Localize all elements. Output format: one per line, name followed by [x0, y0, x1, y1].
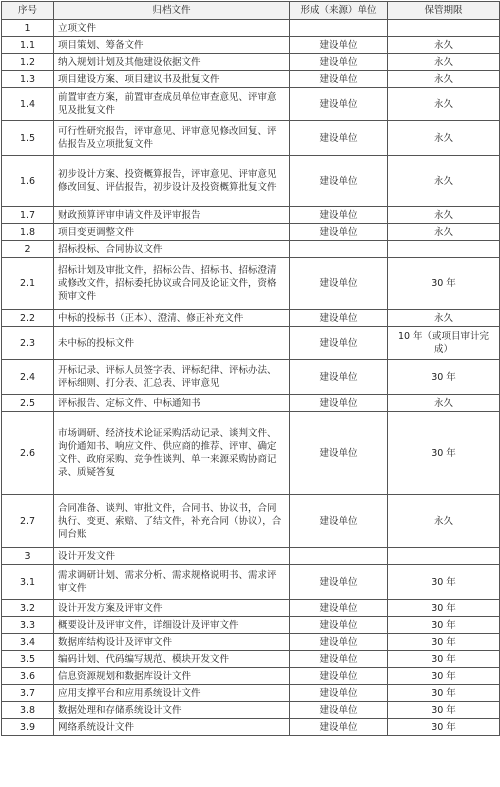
source-unit-cell: 建设单位	[290, 685, 388, 702]
table-row	[2, 412, 500, 495]
serial-number-cell: 3.1	[2, 565, 54, 600]
source-unit-cell	[290, 548, 388, 565]
retention-period-cell: 永久	[388, 156, 500, 207]
table-row	[2, 651, 500, 668]
archive-document-cell: 网络系统设计文件	[54, 719, 290, 736]
archive-document-cell: 开标记录、评标人员签字表、评标纪律、评标办法、评标细则、打分表、汇总表、评审意见	[54, 360, 290, 395]
archive-document-cell: 未中标的投标文件	[54, 327, 290, 360]
header-retention-period: 保管期限	[388, 2, 500, 20]
source-unit-cell: 建设单位	[290, 617, 388, 634]
source-unit-cell: 建设单位	[290, 702, 388, 719]
serial-number-cell: 2.2	[2, 310, 54, 327]
retention-period-cell: 30 年	[388, 258, 500, 310]
table-row	[2, 327, 500, 360]
archive-document-cell: 初步设计方案、投资概算报告，评审意见、评审意见修改回复、评估报告，初步设计及投资概算批复文件	[54, 156, 290, 207]
source-unit-cell: 建设单位	[290, 224, 388, 241]
source-unit-cell: 建设单位	[290, 412, 388, 495]
archive-document-cell: 前置审查方案，前置审查成员单位审查意见、评审意见及批复文件	[54, 88, 290, 121]
source-unit-cell: 建设单位	[290, 207, 388, 224]
archive-document-cell: 信息资源规划和数据库设计文件	[54, 668, 290, 685]
source-unit-cell: 建设单位	[290, 310, 388, 327]
source-unit-cell: 建设单位	[290, 88, 388, 121]
archive-document-cell: 数据库结构设计及评审文件	[54, 634, 290, 651]
source-unit-cell: 建设单位	[290, 121, 388, 156]
table-row	[2, 617, 500, 634]
archive-document-cell: 纳入规划计划及其他建设依据文件	[54, 54, 290, 71]
source-unit-cell: 建设单位	[290, 395, 388, 412]
serial-number-cell: 3.5	[2, 651, 54, 668]
serial-number-cell: 1.4	[2, 88, 54, 121]
source-unit-cell	[290, 20, 388, 37]
table-row	[2, 156, 500, 207]
archive-document-cell: 合同准备、谈判、审批文件，合同书、协议书，合同执行、变更、索赔、了结文件，补充合同（协议），合同台账	[54, 495, 290, 548]
serial-number-cell: 1.6	[2, 156, 54, 207]
retention-period-cell: 永久	[388, 54, 500, 71]
archive-document-cell: 编码计划、代码编写规范、模块开发文件	[54, 651, 290, 668]
table-row	[2, 207, 500, 224]
serial-number-cell: 1.1	[2, 37, 54, 54]
source-unit-cell: 建设单位	[290, 54, 388, 71]
source-unit-cell: 建设单位	[290, 360, 388, 395]
retention-period-cell: 30 年	[388, 685, 500, 702]
table-row	[2, 20, 500, 37]
archive-document-cell: 项目变更调整文件	[54, 224, 290, 241]
archive-document-cell: 评标报告、定标文件、中标通知书	[54, 395, 290, 412]
source-unit-cell: 建设单位	[290, 565, 388, 600]
serial-number-cell: 1.3	[2, 71, 54, 88]
table-body	[2, 20, 500, 736]
archive-document-cell: 招标计划及审批文件，招标公告、招标书、招标澄清或修改文件，招标委托协议或合同及论证文件，资格预审文件	[54, 258, 290, 310]
serial-number-cell: 3.9	[2, 719, 54, 736]
serial-number-cell: 2.1	[2, 258, 54, 310]
source-unit-cell: 建设单位	[290, 634, 388, 651]
archive-document-cell: 中标的投标书（正本）、澄清、修正补充文件	[54, 310, 290, 327]
archive-document-cell: 项目策划、筹备文件	[54, 37, 290, 54]
retention-period-cell: 永久	[388, 207, 500, 224]
archive-document-cell: 市场调研、经济技术论证采购活动记录、谈判文件、询价通知书、响应文件、供应商的推荐、评审、确定文件、政府采购、竞争性谈判、单一来源采购协商记录、质疑答复	[54, 412, 290, 495]
source-unit-cell: 建设单位	[290, 495, 388, 548]
serial-number-cell: 1.8	[2, 224, 54, 241]
table-row	[2, 702, 500, 719]
retention-period-cell: 30 年	[388, 412, 500, 495]
retention-period-cell: 30 年	[388, 651, 500, 668]
table-row	[2, 600, 500, 617]
table-row	[2, 258, 500, 310]
retention-period-cell: 永久	[388, 71, 500, 88]
table-row	[2, 241, 500, 258]
serial-number-cell: 1.5	[2, 121, 54, 156]
table-row	[2, 121, 500, 156]
serial-number-cell: 3.7	[2, 685, 54, 702]
serial-number-cell: 1.7	[2, 207, 54, 224]
archive-document-cell: 应用支撑平台和应用系统设计文件	[54, 685, 290, 702]
table-row	[2, 719, 500, 736]
retention-period-cell: 永久	[388, 495, 500, 548]
table-row	[2, 71, 500, 88]
retention-period-cell: 30 年	[388, 617, 500, 634]
table-row	[2, 495, 500, 548]
table-row	[2, 634, 500, 651]
archive-document-cell: 设计开发文件	[54, 548, 290, 565]
archive-document-cell: 立项文件	[54, 20, 290, 37]
serial-number-cell: 3.6	[2, 668, 54, 685]
serial-number-cell: 3.4	[2, 634, 54, 651]
retention-period-cell	[388, 548, 500, 565]
retention-period-cell: 永久	[388, 224, 500, 241]
serial-number-cell: 1.2	[2, 54, 54, 71]
archive-document-cell: 招标投标、合同协议文件	[54, 241, 290, 258]
source-unit-cell: 建设单位	[290, 600, 388, 617]
source-unit-cell	[290, 241, 388, 258]
source-unit-cell: 建设单位	[290, 258, 388, 310]
source-unit-cell: 建设单位	[290, 719, 388, 736]
retention-period-cell: 30 年	[388, 565, 500, 600]
serial-number-cell: 2.5	[2, 395, 54, 412]
source-unit-cell: 建设单位	[290, 327, 388, 360]
serial-number-cell: 3	[2, 548, 54, 565]
retention-period-cell: 30 年	[388, 668, 500, 685]
source-unit-cell: 建设单位	[290, 37, 388, 54]
table-row	[2, 685, 500, 702]
serial-number-cell: 2.4	[2, 360, 54, 395]
archive-document-cell: 项目建设方案、项目建议书及批复文件	[54, 71, 290, 88]
table-row	[2, 668, 500, 685]
serial-number-cell: 1	[2, 20, 54, 37]
source-unit-cell: 建设单位	[290, 668, 388, 685]
retention-period-cell: 10 年（或项目审计完成）	[388, 327, 500, 360]
archive-document-cell: 需求调研计划、需求分析、需求规格说明书、需求评审文件	[54, 565, 290, 600]
serial-number-cell: 2.3	[2, 327, 54, 360]
header-serial-number: 序号	[2, 2, 54, 20]
retention-period-cell: 30 年	[388, 634, 500, 651]
table-row	[2, 548, 500, 565]
archive-document-cell: 财政预算评审申请文件及评审报告	[54, 207, 290, 224]
archive-document-cell: 设计开发方案及评审文件	[54, 600, 290, 617]
archive-document-cell: 可行性研究报告，评审意见、评审意见修改回复、评估报告及立项批复文件	[54, 121, 290, 156]
retention-period-cell: 永久	[388, 88, 500, 121]
table-row	[2, 565, 500, 600]
source-unit-cell: 建设单位	[290, 71, 388, 88]
retention-period-cell: 永久	[388, 121, 500, 156]
serial-number-cell: 3.8	[2, 702, 54, 719]
retention-period-cell: 永久	[388, 395, 500, 412]
header-source-unit: 形成（来源）单位	[290, 2, 388, 20]
header-archive-document: 归档文件	[54, 2, 290, 20]
table-row	[2, 360, 500, 395]
table-row	[2, 310, 500, 327]
table-row	[2, 37, 500, 54]
table-row	[2, 54, 500, 71]
table-row	[2, 88, 500, 121]
retention-period-cell: 30 年	[388, 719, 500, 736]
retention-period-cell: 永久	[388, 37, 500, 54]
source-unit-cell: 建设单位	[290, 651, 388, 668]
table-row	[2, 395, 500, 412]
archive-document-cell: 概要设计及评审文件，详细设计及评审文件	[54, 617, 290, 634]
serial-number-cell: 3.2	[2, 600, 54, 617]
serial-number-cell: 2	[2, 241, 54, 258]
archive-retention-table	[1, 1, 500, 736]
source-unit-cell: 建设单位	[290, 156, 388, 207]
table-row	[2, 224, 500, 241]
archive-document-cell: 数据处理和存储系统设计文件	[54, 702, 290, 719]
retention-period-cell	[388, 241, 500, 258]
retention-period-cell: 30 年	[388, 360, 500, 395]
serial-number-cell: 2.7	[2, 495, 54, 548]
retention-period-cell: 30 年	[388, 702, 500, 719]
retention-period-cell: 30 年	[388, 600, 500, 617]
serial-number-cell: 2.6	[2, 412, 54, 495]
retention-period-cell: 永久	[388, 310, 500, 327]
header-row	[2, 2, 500, 20]
serial-number-cell: 3.3	[2, 617, 54, 634]
retention-period-cell	[388, 20, 500, 37]
